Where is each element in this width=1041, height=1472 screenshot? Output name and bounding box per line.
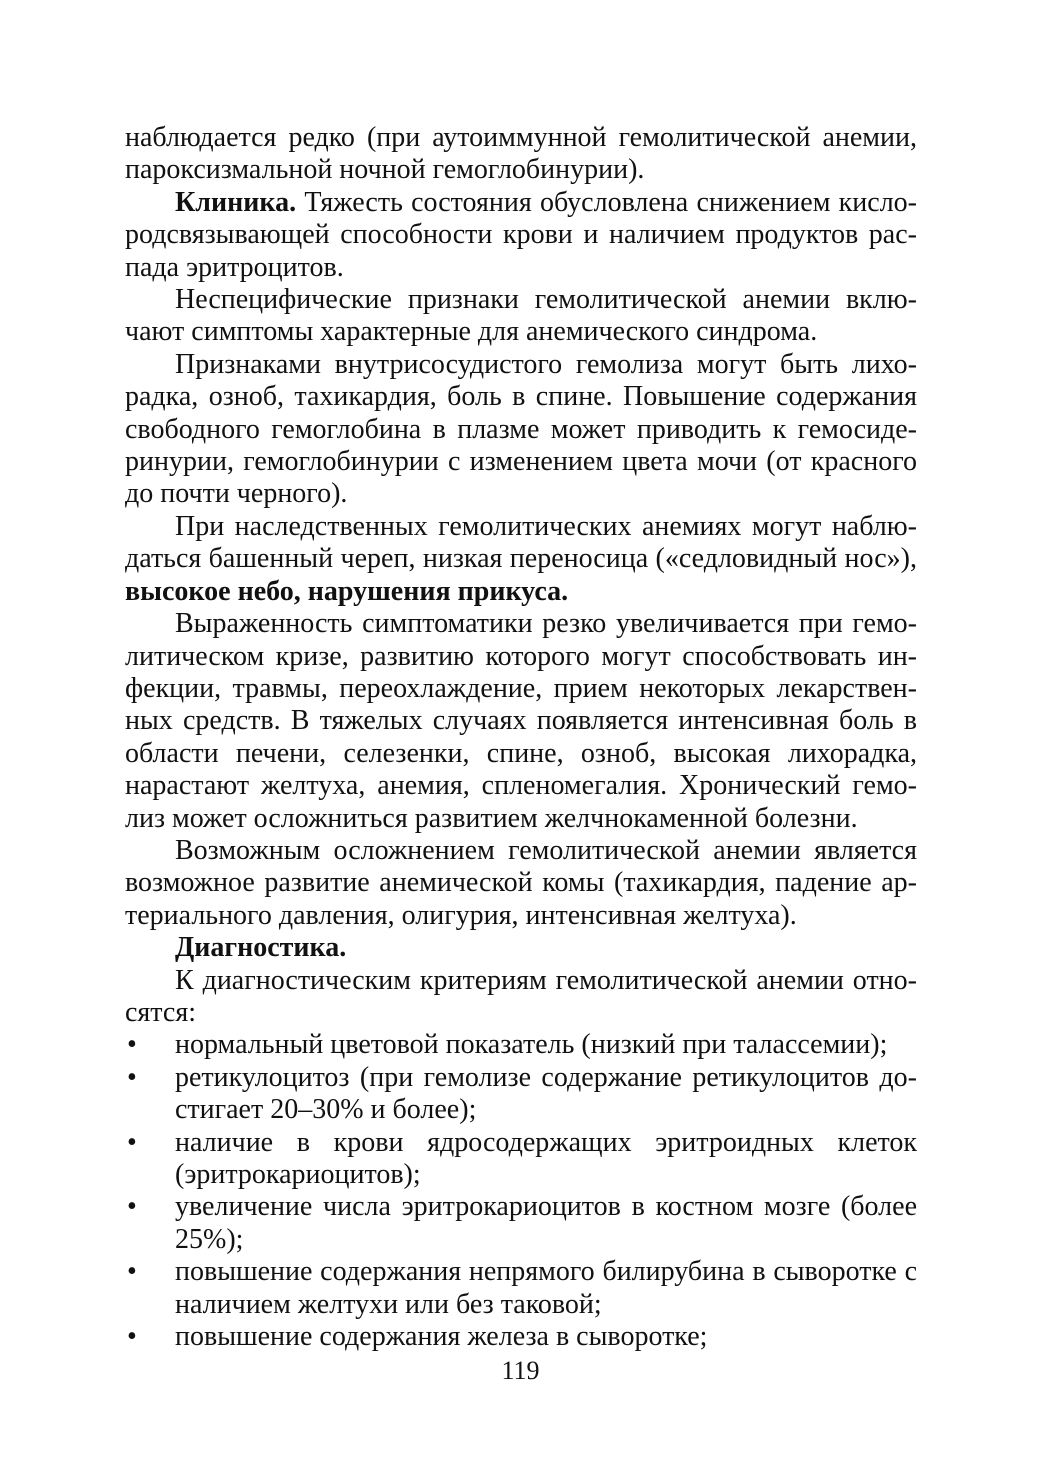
list-item [125,1029,917,1061]
list-item [125,1191,917,1256]
criteria-list [125,1029,917,1353]
list-item-text: наличие в крови ядросодержащих эритроидных клеток (эритрокариоцитов); [175,1126,917,1190]
list-item-text: повышение содержания железа в сыворотке; [175,1321,708,1353]
list-item-text: увеличение числа эритрокариоцитов в костном мозге (более 25%); [175,1191,917,1255]
paragraph-hemolytic-crisis: Выраженность симптоматики резко увеличивается при гемолитическом кризе, развитию которого могут способствовать инфекции, травмы, переохлаждение, прием некоторых лекарственных средств. В тяжелых случаях появляется интенсивная боль в области печени, селезенки, спине, озноб, высокая лихорадка, нарастают желтуха, анемия, спленомегалия. Хронический гемолиз может осложниться развитием желчнокаменной болезни. [125,608,917,834]
heading-diagnostics: Диагностика. [175,932,347,964]
paragraph-continuation: наблюдается редко (при аутоиммунной гемолитической анемии, пароксизмальной ночной гемоглобинурии). [125,122,917,186]
list-item-text: повышение содержания непрямого билирубина в сыворотке с наличием желтухи или без таковой; [175,1256,917,1320]
page-body-text [125,122,917,1353]
paragraph-clinic [125,187,917,284]
paragraph-intravascular-hemolysis: Признаками внутрисосудистого гемолиза могут быть лихорадка, озноб, тахикардия, боль в спине. Повышение содержания свободного гемоглобина в плазме может приводить к гемосидеринурии, гемоглобинурии с изменением цвета мочи (от красного до почти черного). [125,348,917,510]
section-label-clinic: Клиника. [175,186,297,218]
paragraph-nonspecific-signs: Неспецифические признаки гемолитической анемии включают симптомы характерные для анемического синдрома. [125,284,917,348]
list-item [125,1321,917,1353]
paragraph-hereditary-anemias [125,511,917,608]
bullet-icon: • [127,1126,137,1158]
list-item [125,1127,917,1192]
paragraph-hereditary-bold: высокое небо, нарушения прикуса. [125,575,569,607]
bullet-icon: • [127,1191,137,1223]
paragraph-diagnostic-criteria: К диагностическим критериям гемолитической анемии относятся: [125,964,917,1028]
page-number: 119 [501,1356,540,1385]
bullet-icon: • [127,1029,137,1061]
paragraph-complications: Возможным осложнением гемолитической анемии является возможное развитие анемической комы (тахикардия, падение артериального давления, олигурия, интенсивная желтуха). [125,834,917,931]
list-item-text: ретикулоцитоз (при гемолизе содержание ретикулоцитов достигает 20–30% и более); [175,1061,917,1126]
paragraph-clinic-text: Тяжесть состояния обусловлена снижением кислородсвязывающей способности крови и наличием продуктов распада эритроцитов. [125,186,917,283]
list-item [125,1062,917,1127]
list-item [125,1256,917,1321]
bullet-icon: • [127,1061,137,1093]
bullet-icon: • [127,1256,137,1288]
list-item-text: нормальный цветовой показатель (низкий при талассемии); [175,1029,888,1061]
bullet-icon: • [127,1321,137,1353]
paragraph-hereditary-text: При наследственных гемолитических анемиях могут наблюдаться башенный череп, низкая переносица («седловидный нос»), [125,510,917,575]
